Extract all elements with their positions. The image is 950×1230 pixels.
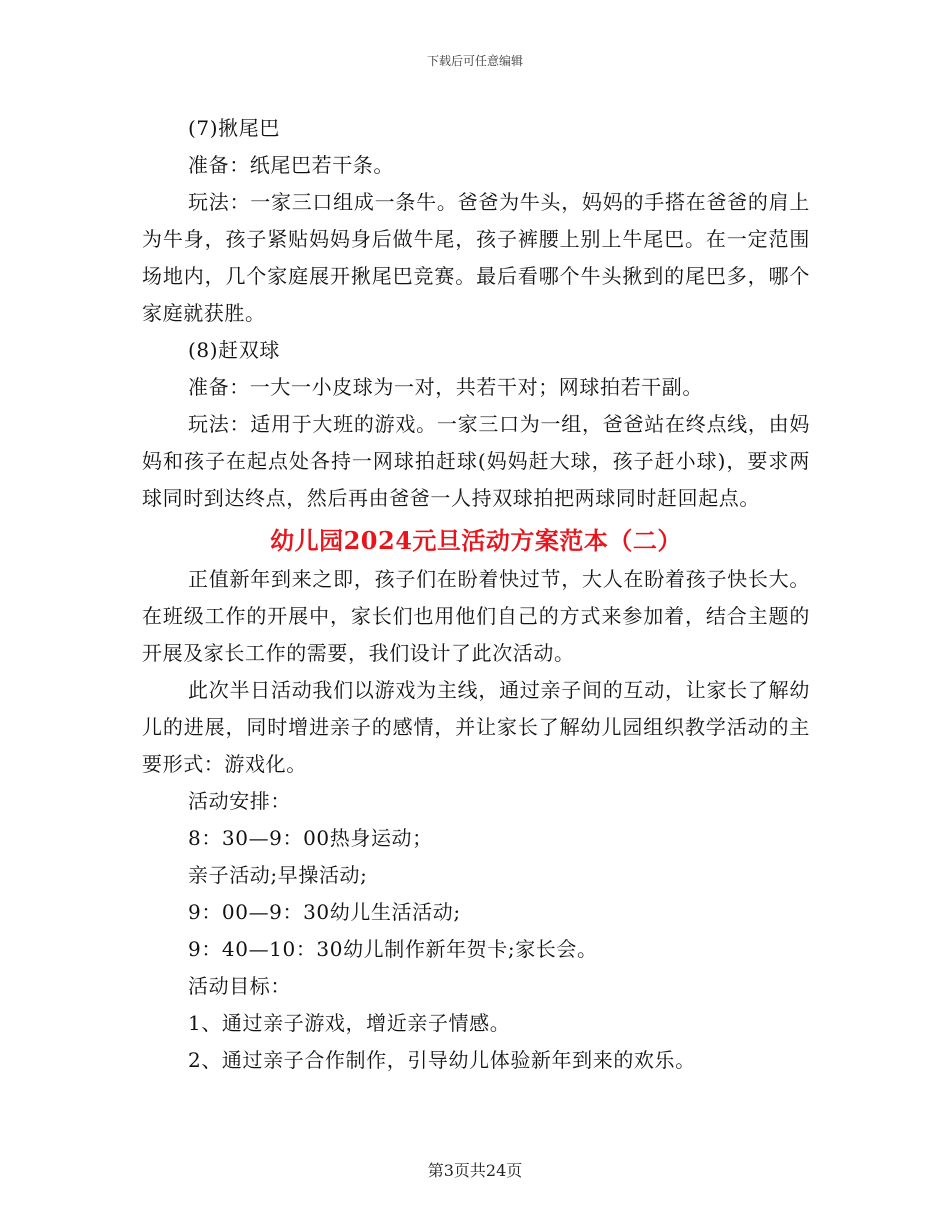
goal-item-1: 1、通过亲子游戏，增近亲子情感。 xyxy=(188,1011,511,1035)
goal-item-2: 2、通过亲子合作制作，引导幼儿体验新年到来的欢乐。 xyxy=(188,1048,696,1072)
label-schedule: 活动安排： xyxy=(188,789,291,813)
paragraph-prep-7: 准备：纸尾巴若干条。 xyxy=(188,153,394,177)
paragraph-rules-7: 玩法：一家三口组成一条牛。爸爸为牛头，妈妈的手搭在爸爸的肩上为牛身，孩子紧贴妈妈身后做牛尾，孩子裤腰上别上牛尾巴。在一定范围场地内，几个家庭展开揪尾巴竞赛。最后看哪个牛头揪到的尾巴多，哪个家庭就获胜。 xyxy=(142,190,810,325)
paragraph-intro: 正值新年到来之即，孩子们在盼着快过节，大人在盼着孩子快长大。在班级工作的开展中，家长们也用他们自己的方式来参加着，结合主题的开展及家长工作的需要，我们设计了此次活动。 xyxy=(142,567,810,665)
paragraph-prep-8: 准备：一大一小皮球为一对，共若干对；网球拍若干副。 xyxy=(188,375,703,399)
schedule-item-1: 8：30—9：00热身运动； xyxy=(188,826,433,850)
subheading-game-7: (7)揪尾巴 xyxy=(188,116,280,140)
subheading-game-8: (8)赶双球 xyxy=(188,338,280,362)
paragraph-rules-8: 玩法：适用于大班的游戏。一家三口为一组，爸爸站在终点线，由妈妈和孩子在起点处各持一网球拍赶球(妈妈赶大球，孩子赶小球)，要求两球同时到达终点，然后再由爸爸一人持双球拍把两球同时赶回起点。 xyxy=(142,412,810,510)
document-body xyxy=(142,110,810,1079)
schedule-item-3: 9：00—9：30幼儿生活活动; xyxy=(188,900,461,924)
paragraph-purpose: 此次半日活动我们以游戏为主线，通过亲子间的互动，让家长了解幼儿的进展，同时增进亲子的感情，并让家长了解幼儿园组织教学活动的主要形式：游戏化。 xyxy=(142,678,810,776)
page-number: 第3页共24页 xyxy=(427,1161,523,1180)
page-header-note: 下载后可任意编辑 xyxy=(426,54,523,68)
schedule-item-4: 9：40—10：30幼儿制作新年贺卡;家长会。 xyxy=(188,937,598,961)
section-title: 幼儿园2024元旦活动方案范本（二） xyxy=(270,526,682,555)
schedule-item-2: 亲子活动;早操活动; xyxy=(188,863,368,887)
label-goals: 活动目标： xyxy=(188,974,291,998)
